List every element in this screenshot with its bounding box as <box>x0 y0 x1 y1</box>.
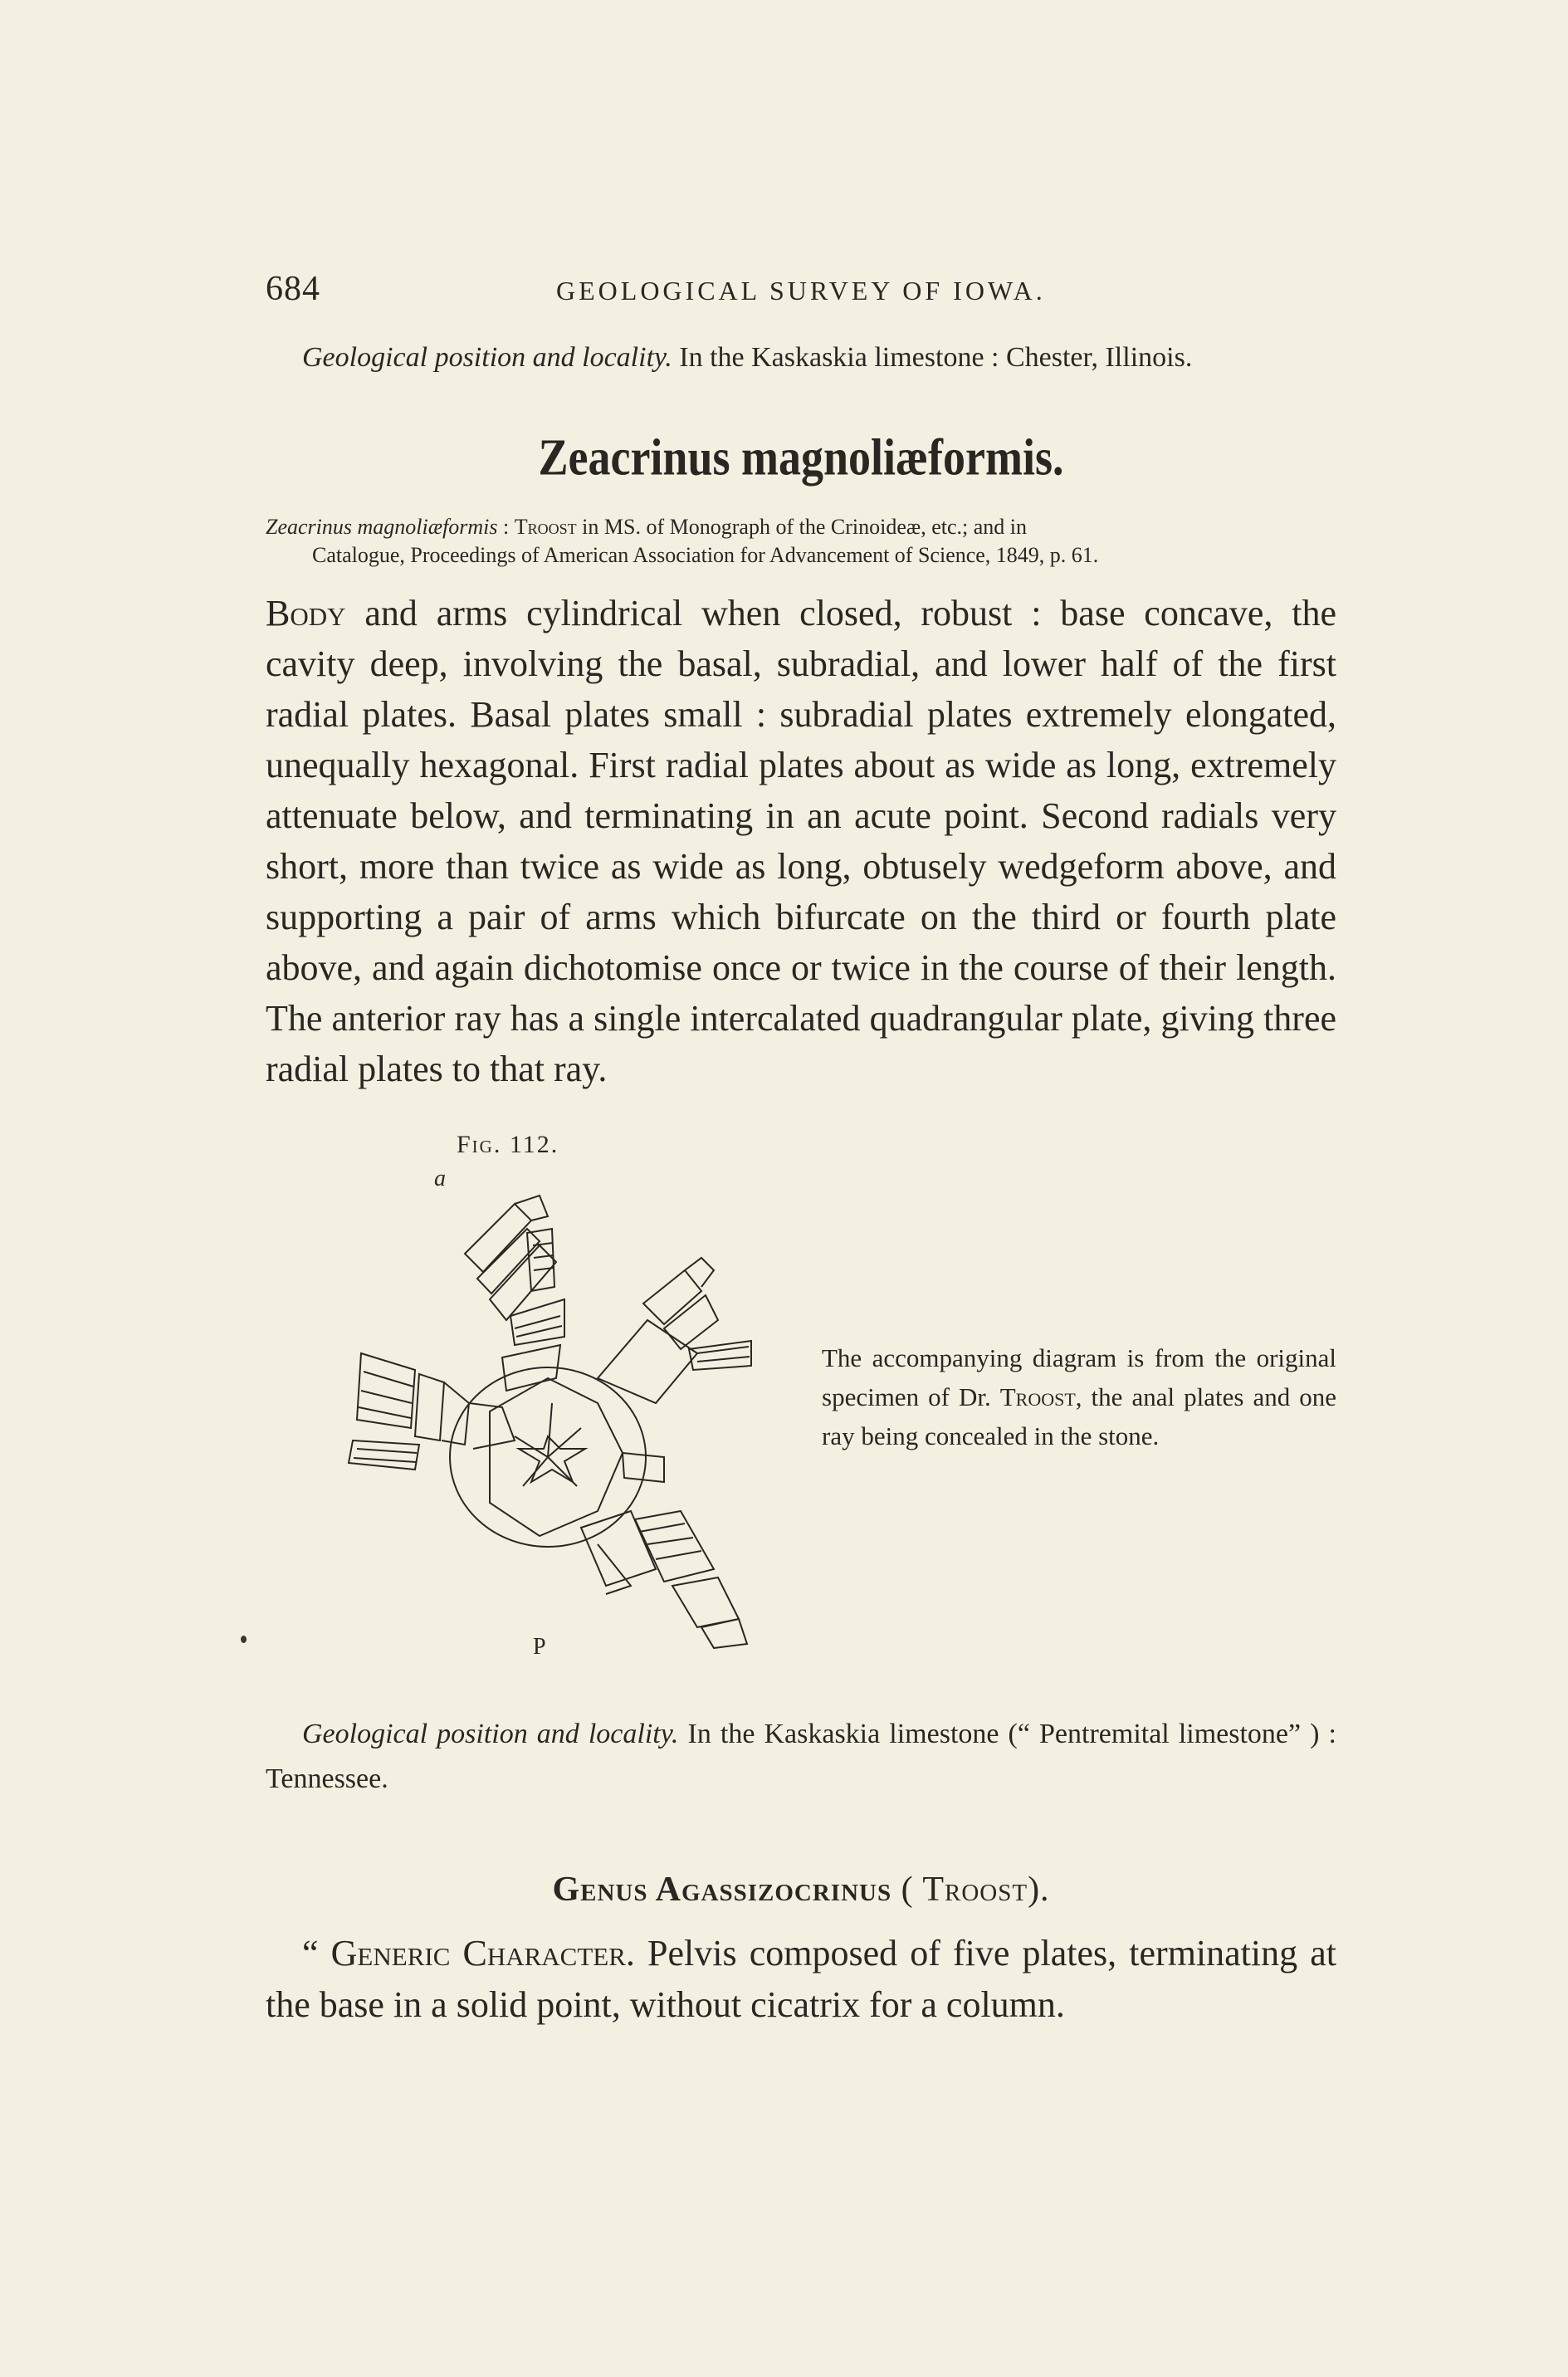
diagram-letter-p: P <box>533 1634 546 1660</box>
arm-lower-joint <box>598 1544 631 1594</box>
locality-paragraph-2 <box>266 1712 1336 1802</box>
synonymy <box>266 513 1336 570</box>
plate-sutures <box>515 1403 581 1486</box>
locality-lead-2: Geological position and locality. <box>302 1719 679 1749</box>
arm-left-2 <box>415 1374 444 1440</box>
page <box>266 266 1336 2067</box>
arm-lower-base <box>581 1511 656 1586</box>
page-number: 684 <box>266 270 320 308</box>
locality-text-1: In the Kaskaskia limestone : Chester, Illinois. <box>672 342 1193 373</box>
arm-lower-2 <box>672 1577 739 1627</box>
generic-label: Generic Character. <box>330 1933 635 1973</box>
generic-character <box>266 1928 1336 2031</box>
arm-lower-tip <box>701 1619 747 1648</box>
arm-top-stripes <box>515 1316 562 1337</box>
arm-left-stripes <box>354 1449 417 1462</box>
running-head <box>266 266 1336 315</box>
diagram-letter-a: a <box>434 1166 446 1191</box>
generic-text: Pelvis composed of five plates, terminating at the base in a solid point, without cicatrix for a column. <box>266 1933 1337 2025</box>
ink-spot <box>241 1636 247 1643</box>
synonymy-author: Troost <box>514 515 577 539</box>
synonymy-text: in MS. of Monograph of the Crinoideæ, etc.; and in <box>576 515 1027 539</box>
locality-lead-1: Geological position and locality. <box>302 342 672 373</box>
species-title: Zeacrinus magnoliæformis. <box>538 428 1064 487</box>
running-title: GEOLOGICAL SURVEY OF IOWA. <box>556 276 1046 306</box>
genus-title <box>266 1870 1336 1910</box>
genus-author: ( Troost). <box>901 1871 1050 1909</box>
figure-112 <box>266 1131 1336 1704</box>
figure-label: Fig. 112. <box>457 1131 559 1158</box>
arm-lower-1 <box>635 1511 714 1582</box>
synonymy-sep: : <box>497 515 515 539</box>
caption-author: Troost <box>999 1382 1076 1411</box>
synonymy-line2: Catalogue, Proceedings of American Association for Advancement of Science, 1849, p. 61. <box>312 543 1099 567</box>
arm-right-stripes <box>697 1347 750 1362</box>
arm-left-4 <box>349 1440 419 1470</box>
caption-part2: , the anal plates and one ray being concealed in the stone. <box>822 1382 1336 1450</box>
species-description <box>266 588 1336 1094</box>
arm-right-1 <box>643 1270 701 1324</box>
arm-top-column <box>527 1229 554 1291</box>
arm-right-tip <box>685 1258 714 1287</box>
description-first-word: Body <box>266 593 346 633</box>
synonymy-name: Zeacrinus magnoliæformis <box>266 515 498 539</box>
locality-text-2: In the Kaskaskia limestone (“ Pentremital limestone” ) : Tennessee. <box>266 1719 1336 1794</box>
caption-part1: The accompanying diagram is from the original specimen of Dr. <box>822 1343 1336 1411</box>
genus-name: Genus Agassizocrinus <box>552 1871 892 1909</box>
description-text: and arms cylindrical when closed, robust : base concave, the cavity deep, involving the basal, subradial, and lower half of the first radial plates. Basal plates small : subradial plates extremely elongated, unequally hexagonal. First radial plates about as wide as long, extremely attenuate below, and terminating in an acute point. Second radials very short, more than twice as wide as long, obtusely wedgeform above, and supporting a pair of arms which bifurcate on the third or fourth plate above, and again dichotomise once or twice in the course of their length. The anterior ray has a single intercalated quadrangular plate, giving three radial plates to that ray. <box>266 593 1336 1089</box>
arm-right-3 <box>689 1341 751 1370</box>
crinoid-diagram <box>266 1154 797 1685</box>
generic-open-quote: “ <box>302 1933 331 1973</box>
central-star <box>519 1436 585 1482</box>
arm-right-2 <box>664 1295 718 1349</box>
locality-paragraph-1 <box>266 335 1336 380</box>
arm-left-lines <box>359 1372 413 1418</box>
arm-left-3 <box>442 1382 469 1445</box>
figure-caption <box>822 1338 1336 1455</box>
basal-plates <box>490 1378 623 1536</box>
